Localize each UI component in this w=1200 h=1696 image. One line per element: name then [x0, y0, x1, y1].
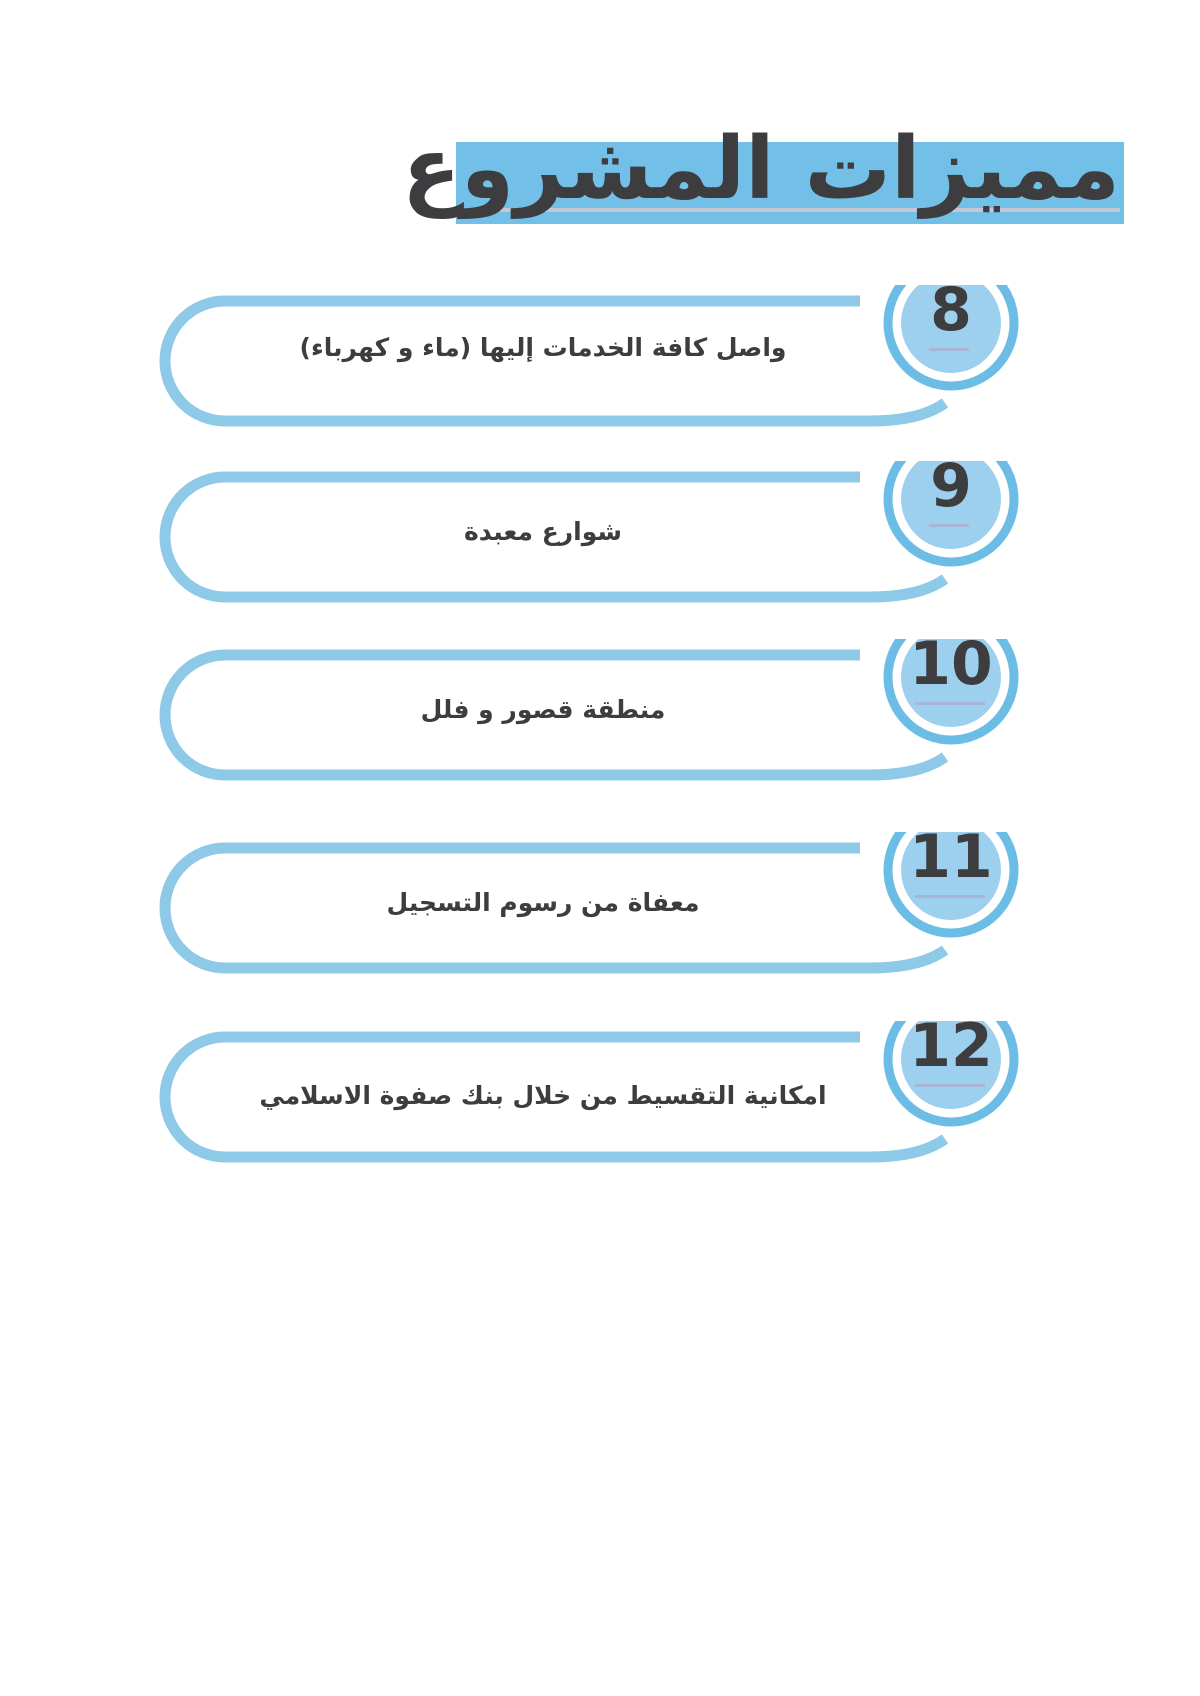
feature-text: واصل كافة الخدمات إليها (ماء و كهرباء): [299, 333, 787, 362]
number-underline: [915, 1084, 985, 1087]
feature-text: معفاة من رسوم التسجيل: [386, 888, 700, 917]
number-underline: [929, 348, 969, 351]
feature-item: [0, 275, 1200, 465]
feature-text: منطقة قصور و فلل: [420, 695, 666, 724]
feature-item: [0, 451, 1200, 641]
page-title: مميزات المشروع: [402, 119, 1120, 219]
feature-number: 9: [930, 451, 972, 521]
feature-item: [0, 822, 1200, 1012]
number-underline: [929, 524, 969, 527]
feature-number: 12: [909, 1011, 993, 1081]
number-underline: [915, 895, 985, 898]
feature-number: 11: [909, 822, 993, 892]
feature-text: امكانية التقسيط من خلال بنك صفوة الاسلامي: [259, 1081, 827, 1110]
feature-text: شوارع معبدة: [464, 517, 622, 546]
feature-item: [0, 629, 1200, 819]
feature-item: [0, 1011, 1200, 1201]
feature-number: 10: [909, 629, 993, 699]
feature-number: 8: [930, 275, 972, 345]
number-underline: [915, 702, 985, 705]
feature-pill-frame: [0, 285, 1200, 445]
